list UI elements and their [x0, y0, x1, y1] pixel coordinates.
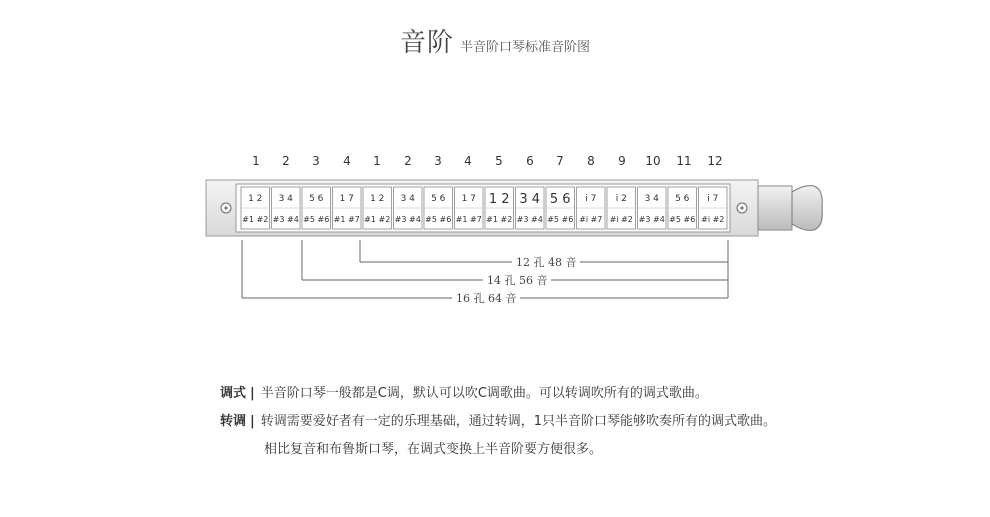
compare-text: 相比复音和布鲁斯口琴，在调式变换上半音阶要方便很多。 — [264, 442, 603, 457]
title-main: 音阶 — [399, 28, 454, 58]
sharp-notes: #3 #4 — [638, 215, 665, 224]
sharp-notes: #1 #2 — [242, 215, 269, 224]
mode-text: 半音阶口琴一般都是C调，默认可以吹C调歌曲。可以转调吹所有的调式歌曲。 — [260, 386, 708, 401]
hole-number: 8 — [587, 154, 595, 168]
hole-number: 4 — [343, 154, 351, 168]
blow-notes: i 7 — [585, 194, 597, 204]
sharp-notes: #1 #7 — [333, 215, 360, 224]
blow-notes: 3 4 — [519, 192, 541, 207]
sharp-notes: #3 #4 — [394, 215, 421, 224]
sharp-notes: #5 #6 — [425, 215, 452, 224]
range-label-12: 12 孔 48 音 — [512, 254, 580, 270]
blow-notes: i 7 — [707, 194, 719, 204]
sharp-notes: #5 #6 — [547, 215, 574, 224]
transpose-text: 转调需要爱好者有一定的乐理基础，通过转调，1只半音阶口琴能够吹奏所有的调式歌曲。 — [260, 414, 777, 429]
sharp-notes: #1 #2 — [486, 215, 513, 224]
blow-notes: 1 2 — [248, 194, 263, 204]
slide-button — [792, 186, 822, 231]
hole-number: 2 — [282, 154, 290, 168]
blow-notes: 1 2 — [370, 194, 385, 204]
sharp-notes: #3 #4 — [272, 215, 299, 224]
blow-notes: 1 7 — [339, 194, 354, 204]
sharp-notes: #3 #4 — [516, 215, 543, 224]
hole-number: 3 — [312, 154, 320, 168]
mode-label: 调式 — [220, 386, 247, 401]
title-sub: 半音阶口琴标准音阶图 — [460, 40, 591, 55]
blow-notes: i 2 — [615, 194, 627, 204]
hole-number: 3 — [434, 154, 442, 168]
blow-notes: 3 4 — [400, 194, 415, 204]
compare-description — [264, 438, 602, 457]
hole-number: 2 — [404, 154, 412, 168]
transpose-description — [220, 410, 776, 429]
hole-number: 4 — [464, 154, 472, 168]
hole-number: 1 — [373, 154, 381, 168]
hole-number: 10 — [645, 154, 661, 168]
sharp-notes: #5 #6 — [303, 215, 330, 224]
hole-number: 11 — [676, 154, 692, 168]
hole-number: 1 — [252, 154, 260, 168]
blow-notes: 3 4 — [644, 194, 659, 204]
transpose-separator: | — [250, 414, 255, 429]
hole-number: 5 — [495, 154, 503, 168]
hole-number: 7 — [556, 154, 564, 168]
range-label-16: 16 孔 64 音 — [452, 290, 520, 306]
hole-number: 12 — [707, 154, 723, 168]
blow-notes: 5 6 — [675, 194, 690, 204]
blow-notes: 5 6 — [309, 194, 324, 204]
mode-separator: | — [250, 386, 255, 401]
sharp-notes: #5 #6 — [669, 215, 696, 224]
sharp-notes: #i #7 — [579, 215, 603, 224]
transpose-label: 转调 — [220, 414, 247, 429]
hole-number: 6 — [526, 154, 534, 168]
blow-notes: 1 2 — [488, 192, 510, 207]
slide-stem — [758, 186, 792, 230]
blow-notes: 3 4 — [278, 194, 293, 204]
blow-notes: 5 6 — [431, 194, 446, 204]
mode-description — [220, 382, 708, 401]
sharp-notes: #1 #7 — [455, 215, 482, 224]
sharp-notes: #1 #2 — [364, 215, 391, 224]
blow-notes: 5 6 — [549, 192, 571, 207]
sharp-notes: #i #2 — [701, 215, 725, 224]
range-label-14: 14 孔 56 音 — [483, 272, 551, 288]
hole-number: 9 — [618, 154, 626, 168]
sharp-notes: #i #2 — [609, 215, 633, 224]
blow-notes: 1 7 — [461, 194, 476, 204]
